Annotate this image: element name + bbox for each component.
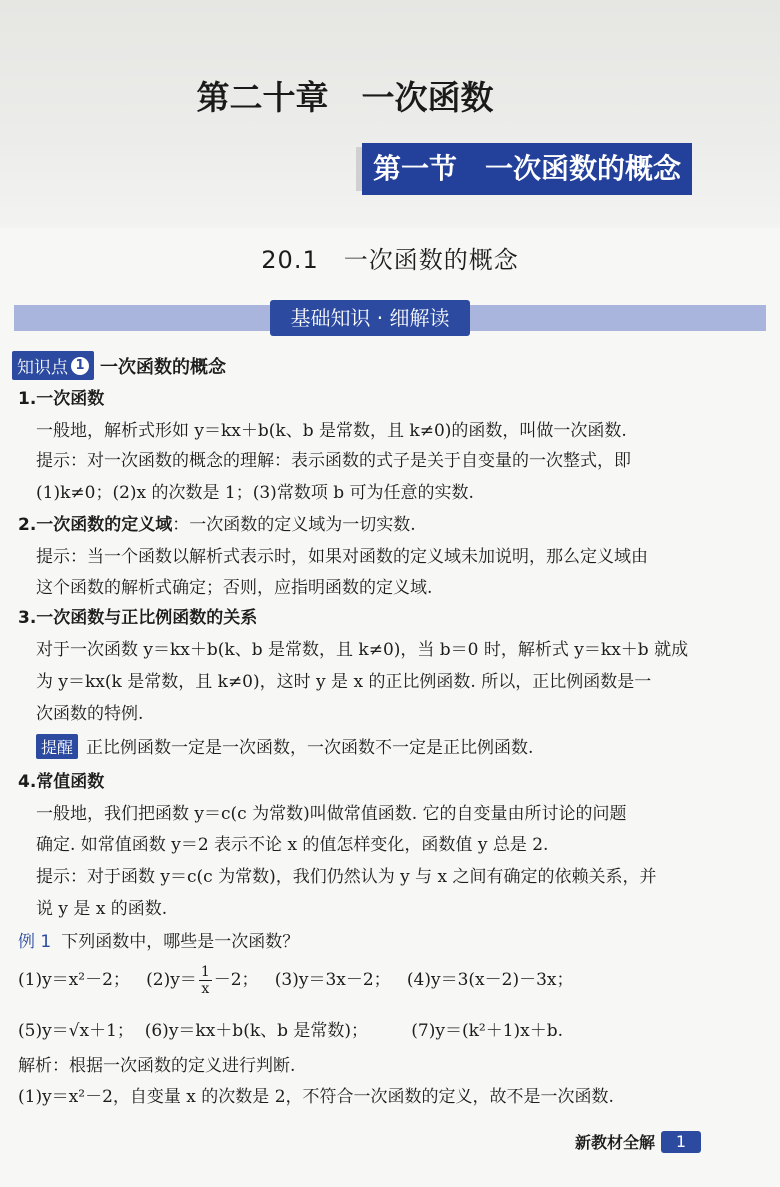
- heading-2: 2.一次函数的定义域: [18, 515, 173, 535]
- knowledge-point-number: 1: [71, 357, 89, 375]
- text-line: 这个函数的解析式确定；否则，应指明函数的定义域.: [36, 578, 433, 598]
- option-4: (4)y＝3(x－2)－3x；: [406, 970, 574, 990]
- knowledge-point-title: 一次函数的概念: [100, 356, 226, 378]
- text-line: 一般地，解析式形如 y＝kx＋b(k、b 是常数，且 k≠0)的函数，叫做一次函数.: [36, 421, 627, 441]
- option-2-prefix: (2)y＝: [146, 970, 197, 990]
- option-7: (7)y＝(k²＋1)x＋b.: [411, 1021, 564, 1041]
- text-line: 次函数的特例.: [36, 704, 144, 724]
- analysis-item-1: (1)y＝x²－2，自变量 x 的次数是 2，不符合一次函数的定义，故不是一次函数.: [18, 1087, 614, 1107]
- book-title: 新教材全解: [575, 1133, 656, 1152]
- heading-1: 1.一次函数: [18, 389, 105, 409]
- page-footer: [575, 1130, 701, 1153]
- example-label: 例 1: [18, 932, 52, 952]
- page-number: 1: [661, 1131, 701, 1153]
- text-line: 确定. 如常值函数 y＝2 表示不论 x 的值怎样变化，函数值 y 总是 2.: [36, 835, 549, 855]
- heading-3: 3.一次函数与正比例函数的关系: [18, 608, 258, 628]
- option-6: (6)y＝kx＋b(k、b 是常数)；: [144, 1021, 369, 1041]
- analysis: 解析：根据一次函数的定义进行判断.: [18, 1056, 296, 1076]
- strip-label: 基础知识 · 细解读: [270, 300, 470, 336]
- text-line: 为 y＝kx(k 是常数，且 k≠0)，这时 y 是 x 的正比例函数. 所以，正比例函数是一: [36, 672, 652, 692]
- remind-text: 正比例函数一定是一次函数，一次函数不一定是正比例函数.: [86, 738, 534, 758]
- subsection-title: 20.1 一次函数的概念: [261, 246, 519, 274]
- chapter-title: 第二十章 一次函数: [196, 78, 494, 117]
- fraction-numerator: 1: [200, 964, 210, 980]
- heading-4: 4.常值函数: [18, 772, 105, 792]
- option-5: (5)y＝√x＋1；: [18, 1021, 134, 1041]
- text-line: 提示：对于函数 y＝c(c 为常数)，我们仍然认为 y 与 x 之间有确定的依赖关系，并: [36, 867, 657, 887]
- option-1: (1)y＝x²－2；: [18, 970, 130, 990]
- fraction: [199, 964, 212, 997]
- text-line: (1)k≠0；(2)x 的次数是 1；(3)常数项 b 可为任意的实数.: [36, 483, 474, 503]
- example-question: 下列函数中，哪些是一次函数？: [61, 932, 300, 952]
- section-banner: 第一节 一次函数的概念: [362, 143, 692, 195]
- text-line: 说 y 是 x 的函数.: [36, 899, 168, 919]
- remind-tag: 提醒: [36, 734, 78, 759]
- knowledge-point-header: [12, 351, 226, 380]
- text-line: 一般地，我们把函数 y＝c(c 为常数)叫做常值函数. 它的自变量由所讨论的问题: [36, 804, 627, 824]
- text-line: 提示：当一个函数以解析式表示时，如果对函数的定义域未加说明，那么定义域由: [36, 547, 648, 567]
- text-line: 提示：对一次函数的概念的理解：表示函数的式子是关于自变量的一次整式，即: [36, 451, 631, 471]
- heading-2-rest: ：一次函数的定义域为一切实数.: [172, 515, 416, 535]
- option-3: (3)y＝3x－2；: [274, 970, 391, 990]
- fraction-denominator: x: [201, 981, 210, 997]
- option-row-2: [18, 1016, 563, 1041]
- example-question-line: [18, 927, 299, 952]
- option-row-1: [18, 964, 573, 997]
- knowledge-point-tag-label: 知识点: [17, 358, 68, 378]
- option-2: [146, 964, 259, 997]
- text-line: 对于一次函数 y＝kx＋b(k、b 是常数，且 k≠0)，当 b＝0 时，解析式 y＝kx＋b 就成: [36, 640, 689, 660]
- knowledge-point-tag: [12, 351, 94, 380]
- heading-2-line: [18, 510, 416, 535]
- option-2-suffix: －2；: [213, 970, 259, 990]
- remind-line: [36, 733, 533, 759]
